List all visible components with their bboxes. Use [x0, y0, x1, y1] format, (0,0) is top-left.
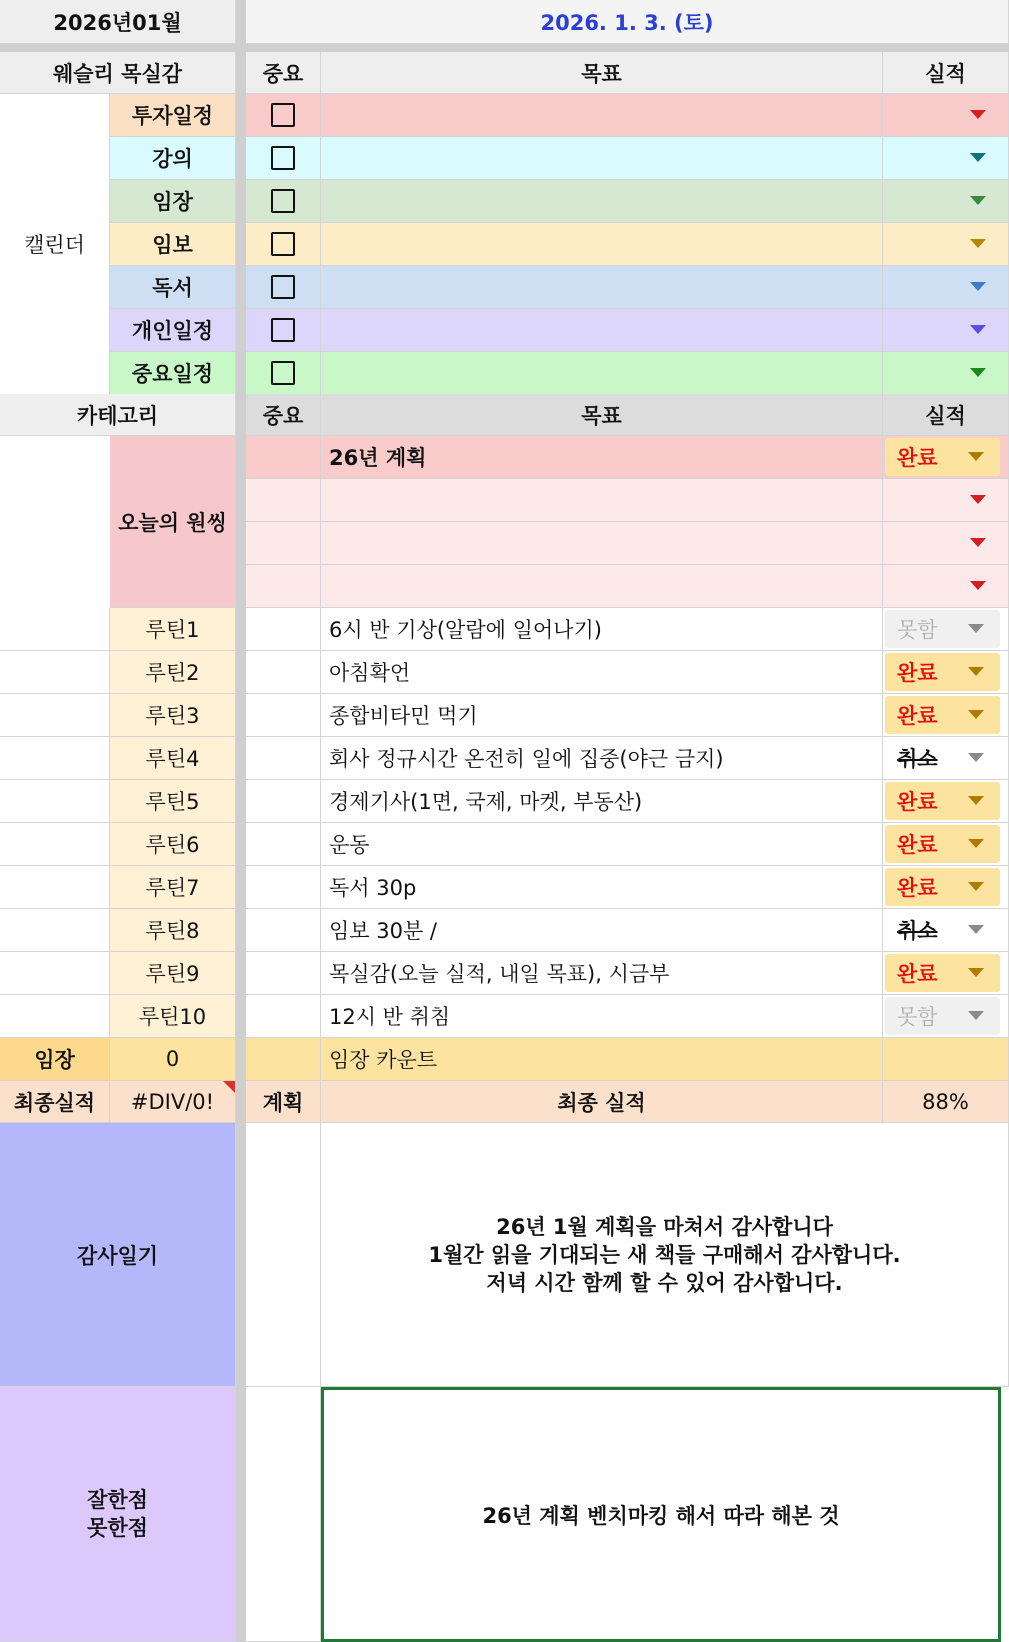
column-separator — [236, 0, 246, 44]
calendar-section-title: 웨슬리 목실감 — [0, 52, 236, 94]
status-chip[interactable] — [885, 954, 1000, 992]
one-thing-row — [236, 436, 1009, 479]
gratitude-line: 저녁 시간 함께 할 수 있어 감사합니다. — [486, 1270, 843, 1295]
status-text: 완료 — [897, 962, 938, 986]
dropdown-arrow-icon[interactable] — [968, 925, 984, 934]
calendar-item-label[interactable]: 강의 — [110, 137, 236, 180]
status-chip[interactable] — [885, 696, 1000, 734]
goal-cell[interactable]: 목실감(오늘 실적, 내일 목표), 시금부 — [321, 952, 883, 995]
important-cell[interactable] — [246, 780, 321, 823]
dropdown-arrow-icon[interactable] — [968, 796, 984, 805]
status-text: 취소 — [897, 747, 938, 771]
column-separator — [236, 608, 246, 651]
important-cell[interactable] — [246, 309, 321, 352]
routine-label[interactable]: 루틴5 — [110, 780, 236, 823]
month-cell[interactable]: 2026년01월 — [0, 0, 236, 44]
calendar-row — [0, 137, 1009, 180]
goal-cell[interactable] — [321, 223, 883, 266]
one-thing-blank-col — [0, 436, 110, 608]
calendar-row — [0, 309, 1009, 352]
important-cell[interactable] — [246, 651, 321, 694]
result-dropdown[interactable] — [883, 309, 1009, 352]
goal-cell[interactable] — [321, 309, 883, 352]
important-cell[interactable] — [246, 737, 321, 780]
result-dropdown[interactable] — [883, 608, 1009, 651]
column-separator — [236, 479, 246, 522]
routine-label[interactable]: 루틴3 — [110, 694, 236, 737]
gratitude-line: 1월간 읽을 기대되는 새 책들 구매해서 감사합니다. — [428, 1242, 901, 1267]
calendar-row — [0, 94, 1009, 137]
status-chip[interactable] — [885, 653, 1000, 691]
calendar-item-label[interactable]: 임보 — [110, 223, 236, 266]
important-header: 중요 — [246, 52, 321, 94]
important-cell[interactable] — [246, 866, 321, 909]
result-header: 실적 — [883, 394, 1009, 436]
result-dropdown[interactable] — [883, 651, 1009, 694]
result-dropdown[interactable] — [883, 352, 1009, 395]
goal-cell[interactable] — [321, 479, 883, 522]
routine-label[interactable]: 루틴9 — [110, 952, 236, 995]
routine-row — [0, 737, 1009, 780]
checkbox[interactable] — [271, 318, 295, 342]
column-separator — [236, 780, 246, 823]
result-dropdown[interactable] — [883, 866, 1009, 909]
goal-cell[interactable] — [321, 352, 883, 395]
dropdown-arrow-icon[interactable] — [968, 667, 984, 676]
column-separator — [236, 823, 246, 866]
important-header: 중요 — [246, 394, 321, 436]
column-separator — [236, 866, 246, 909]
routine-label[interactable]: 루틴10 — [110, 995, 236, 1038]
review-row — [0, 1387, 1009, 1642]
final-row — [0, 1081, 1009, 1123]
routine-blank-cell[interactable] — [0, 651, 110, 694]
goal-cell[interactable] — [321, 94, 883, 137]
routine-row — [0, 952, 1009, 995]
column-separator — [236, 436, 246, 479]
final-value[interactable] — [110, 1081, 236, 1123]
goal-cell[interactable] — [321, 137, 883, 180]
result-dropdown[interactable] — [883, 266, 1009, 309]
status-text: 완료 — [897, 790, 938, 814]
dropdown-arrow-icon[interactable] — [970, 325, 986, 334]
goal-cell[interactable]: 26년 계획 — [321, 436, 883, 479]
one-thing-row — [236, 479, 1009, 522]
dropdown-arrow-icon[interactable] — [970, 495, 986, 504]
status-text: 완료 — [897, 704, 938, 728]
result-dropdown[interactable] — [883, 694, 1009, 737]
goal-cell[interactable] — [321, 266, 883, 309]
routine-row — [0, 608, 1009, 651]
important-cell[interactable] — [246, 995, 321, 1038]
imjang-goal[interactable]: 임장 카운트 — [321, 1038, 883, 1081]
column-separator — [236, 909, 246, 952]
goal-cell[interactable] — [321, 522, 883, 565]
status-chip[interactable] — [885, 911, 1000, 949]
one-thing-row — [236, 522, 1009, 565]
checkbox[interactable] — [271, 189, 295, 213]
routine-label[interactable]: 루틴8 — [110, 909, 236, 952]
dropdown-arrow-icon[interactable] — [970, 153, 986, 162]
column-separator — [236, 1123, 246, 1387]
checkbox[interactable] — [271, 146, 295, 170]
gratitude-label[interactable]: 감사일기 — [0, 1123, 236, 1387]
goal-cell[interactable]: 경제기사(1면, 국제, 마켓, 부동산) — [321, 780, 883, 823]
important-cell[interactable] — [246, 137, 321, 180]
goal-cell[interactable] — [321, 180, 883, 223]
routine-label[interactable]: 루틴7 — [110, 866, 236, 909]
gratitude-row — [0, 1123, 1009, 1387]
gratitude-important[interactable] — [246, 1123, 321, 1387]
routine-label[interactable]: 루틴6 — [110, 823, 236, 866]
routine-blank-cell[interactable] — [0, 694, 110, 737]
important-cell[interactable] — [246, 522, 321, 565]
goal-cell[interactable]: 운동 — [321, 823, 883, 866]
routine-blank-cell[interactable] — [0, 866, 110, 909]
routine-row — [0, 651, 1009, 694]
result-header: 실적 — [883, 52, 1009, 94]
routine-row — [0, 823, 1009, 866]
dropdown-arrow-icon[interactable] — [968, 753, 984, 762]
imjang-important[interactable] — [246, 1038, 321, 1081]
status-text: 못함 — [897, 618, 938, 642]
dropdown-arrow-icon[interactable] — [968, 710, 984, 719]
routine-blank-cell[interactable] — [0, 909, 110, 952]
routine-row — [0, 995, 1009, 1038]
review-label-good: 잘한점 — [87, 1488, 148, 1512]
routine-blank-cell[interactable] — [0, 952, 110, 995]
gratitude-line: 26년 1월 계획을 마쳐서 감사합니다 — [496, 1214, 833, 1239]
routine-blank-cell[interactable] — [0, 995, 110, 1038]
calendar-side-label[interactable]: 캘린더 — [0, 94, 110, 395]
goal-cell[interactable]: 12시 반 취침 — [321, 995, 883, 1038]
important-cell[interactable] — [246, 694, 321, 737]
checkbox[interactable] — [271, 275, 295, 299]
important-cell[interactable] — [246, 909, 321, 952]
result-dropdown[interactable] — [883, 223, 1009, 266]
dropdown-arrow-icon[interactable] — [970, 538, 986, 547]
status-chip[interactable] — [885, 610, 1000, 648]
important-cell[interactable] — [246, 608, 321, 651]
status-text: 완료 — [897, 876, 938, 900]
goal-header: 목표 — [321, 394, 883, 436]
calendar-item-label[interactable]: 투자일정 — [110, 94, 236, 137]
final-label[interactable]: 최종실적 — [0, 1081, 110, 1123]
dropdown-arrow-icon[interactable] — [968, 968, 984, 977]
calendar-item-label[interactable]: 임장 — [110, 180, 236, 223]
status-chip[interactable] — [885, 868, 1000, 906]
result-dropdown[interactable] — [883, 823, 1009, 866]
column-separator — [236, 651, 246, 694]
column-separator — [236, 52, 246, 94]
dropdown-arrow-icon[interactable] — [970, 581, 986, 590]
column-separator — [236, 394, 246, 436]
column-separator — [236, 1038, 246, 1081]
routine-row — [0, 780, 1009, 823]
result-dropdown[interactable] — [883, 737, 1009, 780]
status-text: 취소 — [897, 919, 938, 943]
result-dropdown[interactable] — [883, 780, 1009, 823]
result-dropdown[interactable] — [883, 436, 1009, 479]
one-thing-label[interactable]: 오늘의 원씽 — [110, 436, 236, 608]
routine-label[interactable]: 루틴2 — [110, 651, 236, 694]
result-dropdown[interactable] — [883, 995, 1009, 1038]
column-separator — [236, 94, 246, 137]
status-chip[interactable] — [885, 782, 1000, 820]
calendar-item-label[interactable]: 개인일정 — [110, 309, 236, 352]
dropdown-arrow-icon[interactable] — [968, 839, 984, 848]
routine-blank-cell[interactable] — [0, 737, 110, 780]
column-separator — [236, 352, 246, 395]
routine-blank-cell[interactable] — [0, 608, 110, 651]
column-separator — [236, 522, 246, 565]
result-dropdown[interactable] — [883, 137, 1009, 180]
important-cell[interactable] — [246, 479, 321, 522]
important-cell[interactable] — [246, 952, 321, 995]
imjang-count[interactable]: 0 — [110, 1038, 236, 1081]
result-dropdown[interactable] — [883, 180, 1009, 223]
imjang-row — [0, 1038, 1009, 1081]
column-separator — [236, 180, 246, 223]
status-text: 완료 — [897, 661, 938, 685]
goal-cell[interactable]: 회사 정규시간 온전히 일에 집중(야근 금지) — [321, 737, 883, 780]
status-chip[interactable] — [885, 739, 1000, 777]
calendar-row — [0, 352, 1009, 395]
important-cell[interactable] — [246, 823, 321, 866]
calendar-row — [0, 223, 1009, 266]
review-label-bad: 못한점 — [87, 1516, 148, 1540]
routine-blank-cell[interactable] — [0, 823, 110, 866]
column-separator — [236, 223, 246, 266]
dropdown-arrow-icon[interactable] — [970, 239, 986, 248]
status-chip[interactable] — [885, 997, 1000, 1035]
review-important[interactable] — [246, 1387, 321, 1642]
goal-cell[interactable]: 종합비타민 먹기 — [321, 694, 883, 737]
column-separator — [236, 266, 246, 309]
dropdown-arrow-icon[interactable] — [968, 1011, 984, 1020]
imjang-label[interactable]: 임장 — [0, 1038, 110, 1081]
checkbox[interactable] — [271, 103, 295, 127]
dropdown-arrow-icon[interactable] — [970, 110, 986, 119]
column-separator — [236, 137, 246, 180]
goal-cell[interactable]: 아침확언 — [321, 651, 883, 694]
goal-cell[interactable] — [321, 565, 883, 608]
goal-cell[interactable]: 독서 30p — [321, 866, 883, 909]
important-cell[interactable] — [246, 352, 321, 395]
status-chip[interactable] — [885, 825, 1000, 863]
important-cell[interactable] — [246, 565, 321, 608]
column-separator — [236, 952, 246, 995]
routine-row — [0, 866, 1009, 909]
important-cell[interactable] — [246, 266, 321, 309]
checkbox[interactable] — [271, 232, 295, 256]
calendar-row — [0, 180, 1009, 223]
result-dropdown[interactable] — [883, 522, 1009, 565]
routine-row — [0, 694, 1009, 737]
dropdown-arrow-icon[interactable] — [970, 368, 986, 377]
status-chip[interactable] — [885, 438, 1000, 476]
column-separator — [236, 694, 246, 737]
dropdown-arrow-icon[interactable] — [968, 624, 984, 633]
category-section-title: 카테고리 — [0, 394, 236, 436]
title-row — [0, 0, 1009, 44]
goal-cell[interactable]: 6시 반 기상(알람에 일어나기) — [321, 608, 883, 651]
gratitude-text[interactable] — [321, 1123, 1009, 1387]
status-text: 완료 — [897, 446, 938, 470]
result-dropdown[interactable] — [883, 565, 1009, 608]
status-text: 못함 — [897, 1005, 938, 1029]
review-text-cell-selected[interactable]: 26년 계획 벤치마킹 해서 따라 해본 것 — [321, 1387, 1001, 1642]
status-text: 완료 — [897, 833, 938, 857]
routine-row — [0, 909, 1009, 952]
one-thing-row — [236, 565, 1009, 608]
column-separator — [236, 995, 246, 1038]
calendar-header-row — [0, 52, 1009, 94]
calendar-item-label[interactable]: 중요일정 — [110, 352, 236, 395]
imjang-result[interactable] — [883, 1038, 1009, 1081]
column-separator — [236, 309, 246, 352]
final-plan[interactable]: 계획 — [246, 1081, 321, 1123]
final-title[interactable]: 최종 실적 — [321, 1081, 883, 1123]
important-cell[interactable] — [246, 436, 321, 479]
result-dropdown[interactable] — [883, 94, 1009, 137]
calendar-row — [0, 266, 1009, 309]
result-dropdown[interactable] — [883, 909, 1009, 952]
dropdown-arrow-icon[interactable] — [968, 452, 984, 461]
column-separator — [236, 737, 246, 780]
category-header-row — [0, 394, 1009, 436]
routine-blank-cell[interactable] — [0, 780, 110, 823]
final-value-text: #DIV/0! — [130, 1089, 215, 1114]
important-cell[interactable] — [246, 94, 321, 137]
result-dropdown[interactable] — [883, 952, 1009, 995]
routine-label[interactable]: 루틴1 — [110, 608, 236, 651]
column-separator — [236, 565, 246, 608]
checkbox[interactable] — [271, 361, 295, 385]
column-separator — [236, 1081, 246, 1123]
important-cell[interactable] — [246, 180, 321, 223]
review-label[interactable] — [0, 1387, 236, 1642]
goal-cell[interactable]: 임보 30분 / — [321, 909, 883, 952]
comment-indicator-icon[interactable] — [223, 1081, 235, 1093]
column-separator — [236, 1387, 246, 1642]
date-cell[interactable]: 2026. 1. 3. (토) — [246, 0, 1009, 44]
result-dropdown[interactable] — [883, 479, 1009, 522]
routine-label[interactable]: 루틴4 — [110, 737, 236, 780]
important-cell[interactable] — [246, 223, 321, 266]
goal-header: 목표 — [321, 52, 883, 94]
frozen-row-divider — [0, 44, 1009, 52]
dropdown-arrow-icon[interactable] — [970, 196, 986, 205]
calendar-item-label[interactable]: 독서 — [110, 266, 236, 309]
dropdown-arrow-icon[interactable] — [970, 282, 986, 291]
dropdown-arrow-icon[interactable] — [968, 882, 984, 891]
final-percent[interactable]: 88% — [883, 1081, 1009, 1123]
